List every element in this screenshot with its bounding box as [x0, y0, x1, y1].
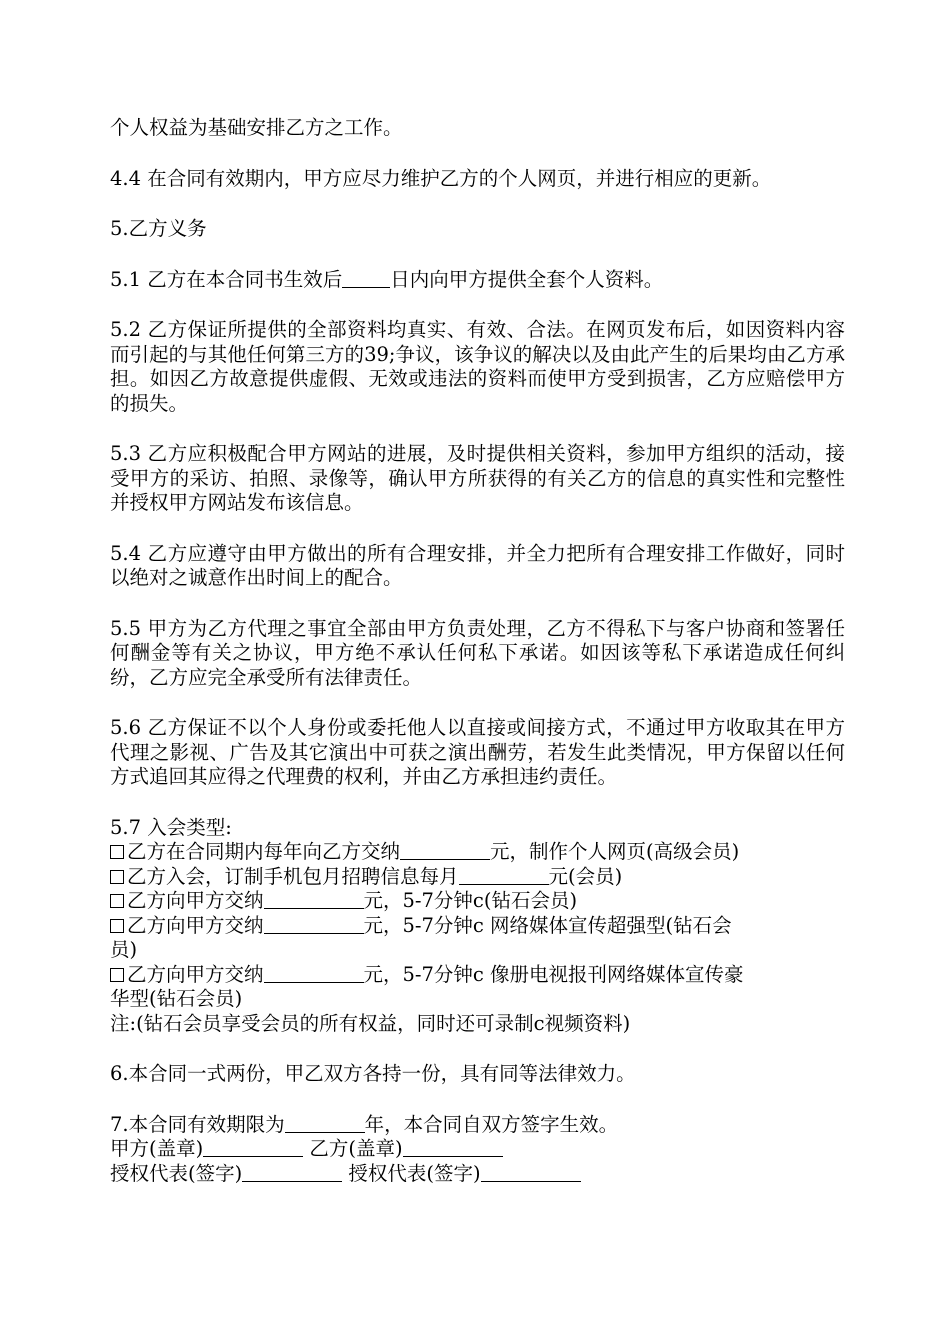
membership-option-4 — [110, 914, 845, 939]
signature-line — [110, 1162, 845, 1187]
clause-6 — [110, 1062, 845, 1087]
clause-5-3 — [110, 442, 845, 516]
section-5-heading-text: 5.乙方义务 — [110, 217, 207, 240]
option-1-text-end: 元，制作个人网页(高级会员) — [490, 840, 740, 863]
clause-5-6-text: 5.6 乙方保证不以个人身份或委托他人以直接或间接方式，不通过甲方收取其在甲方代理之影视、广告及其它演出中可获之演出酬劳，若发生此类情况，甲方保留以任何方式追回其应得之代理费的权利，并由乙方承担违约责任。 — [110, 716, 845, 788]
membership-option-4-wrap: 员) — [110, 938, 138, 961]
checkbox-option-1[interactable] — [110, 845, 124, 859]
option-1-amount-blank[interactable] — [400, 841, 490, 860]
clause-7-text-start: 7.本合同有效期限为 — [110, 1112, 285, 1136]
clause-5-1-text-end: 日内向甲方提供全套个人资料。 — [390, 267, 664, 291]
checkbox-option-5[interactable] — [110, 968, 124, 982]
option-5-text-end: 元，5-7分钟c 像册电视报刊网络媒体宣传豪 — [363, 962, 744, 986]
clause-5-7 — [110, 816, 845, 1037]
membership-option-5 — [110, 963, 845, 988]
clause-5-2 — [110, 318, 845, 416]
term-years-blank[interactable] — [285, 1114, 365, 1133]
option-1-text-start: 乙方在合同期内每年向乙方交纳 — [127, 840, 401, 863]
clause-5-4-text: 5.4 乙方应遵守由甲方做出的所有合理安排，并全力把所有合理安排工作做好，同时以绝对之诚意作出时间上的配合。 — [110, 541, 845, 589]
clause-4-4 — [110, 167, 845, 192]
paragraph-continuation — [110, 116, 845, 141]
option-4-amount-blank[interactable] — [264, 915, 364, 934]
checkbox-option-2[interactable] — [110, 870, 124, 884]
clause-7-line — [110, 1113, 845, 1138]
continuation-text: 个人权益为基础安排乙方之工作。 — [110, 116, 403, 139]
membership-option-2 — [110, 865, 845, 890]
clause-5-4 — [110, 542, 845, 591]
party-b-seal-blank[interactable] — [403, 1138, 503, 1157]
option-3-amount-blank[interactable] — [264, 890, 364, 909]
rep-a-label: 授权代表(签字) — [110, 1161, 243, 1185]
clause-5-1-text-start: 5.1 乙方在本合同书生效后 — [110, 267, 343, 291]
days-blank[interactable] — [342, 269, 390, 288]
clause-7-text-end: 年，本合同自双方签字生效。 — [364, 1112, 619, 1136]
membership-note: 注:(钻石会员享受会员的所有权益，同时还可录制c视频资料) — [110, 1011, 631, 1035]
rep-b-signature-blank[interactable] — [481, 1163, 581, 1182]
section-5-heading — [110, 217, 845, 242]
option-4-text-start: 乙方向甲方交纳 — [127, 913, 264, 937]
option-4-text-end: 元，5-7分钟c 网络媒体宣传超强型(钻石会 — [363, 913, 732, 937]
party-a-seal-blank[interactable] — [203, 1138, 303, 1157]
contract-body — [110, 116, 845, 1186]
clause-5-2-text: 5.2 乙方保证所提供的全部资料均真实、有效、合法。在网页发布后，如因资料内容而引起的与其他任何第三方的39;争议，该争议的解决以及由此产生的后果均由乙方承担。如因乙方故意提供虚假、无效或违法的资料而使甲方受到损害，乙方应赔偿甲方的损失。 — [110, 318, 845, 415]
option-5-amount-blank[interactable] — [264, 964, 364, 983]
checkbox-option-3[interactable] — [110, 894, 124, 908]
clause-4-4-text: 4.4 在合同有效期内，甲方应尽力维护乙方的个人网页，并进行相应的更新。 — [110, 166, 772, 190]
clause-5-6 — [110, 716, 845, 790]
membership-option-3 — [110, 889, 845, 914]
clause-7-signatures — [110, 1113, 845, 1187]
party-a-seal-label: 甲方(盖章) — [110, 1137, 204, 1160]
membership-option-1 — [110, 840, 845, 865]
option-3-text-end: 元，5-7分钟c(钻石会员) — [363, 889, 578, 912]
rep-b-label: 授权代表(签字) — [348, 1161, 481, 1185]
option-2-text-end: 元(会员) — [548, 864, 623, 888]
party-b-seal-label: 乙方(盖章) — [309, 1137, 403, 1160]
clause-6-text: 6.本合同一式两份，甲乙双方各持一份，具有同等法律效力。 — [110, 1062, 636, 1085]
option-2-amount-blank[interactable] — [459, 866, 549, 885]
clause-5-5 — [110, 617, 845, 691]
clause-5-3-text: 5.3 乙方应积极配合甲方网站的进展，及时提供相关资料，参加甲方组织的活动，接受甲方的采访、拍照、录像等，确认甲方所获得的有关乙方的信息的真实性和完整性并授权甲方网站发布该信息。 — [110, 442, 845, 514]
clause-5-1 — [110, 268, 845, 293]
option-2-text-start: 乙方入会，订制手机包月招聘信息每月 — [127, 864, 459, 888]
option-3-text-start: 乙方向甲方交纳 — [127, 889, 264, 912]
membership-option-5-wrap: 华型(钻石会员) — [110, 987, 243, 1010]
checkbox-option-4[interactable] — [110, 919, 124, 933]
clause-5-5-text: 5.5 甲方为乙方代理之事宜全部由甲方负责处理，乙方不得私下与客户协商和签署任何酬金等有关之协议，甲方绝不承认任何私下承诺。如因该等私下承诺造成任何纠纷，乙方应完全承受所有法律责任。 — [110, 616, 845, 689]
rep-a-signature-blank[interactable] — [242, 1163, 342, 1182]
seal-line — [110, 1137, 845, 1162]
option-5-text-start: 乙方向甲方交纳 — [127, 962, 264, 986]
membership-heading: 5.7 入会类型: — [110, 815, 232, 839]
